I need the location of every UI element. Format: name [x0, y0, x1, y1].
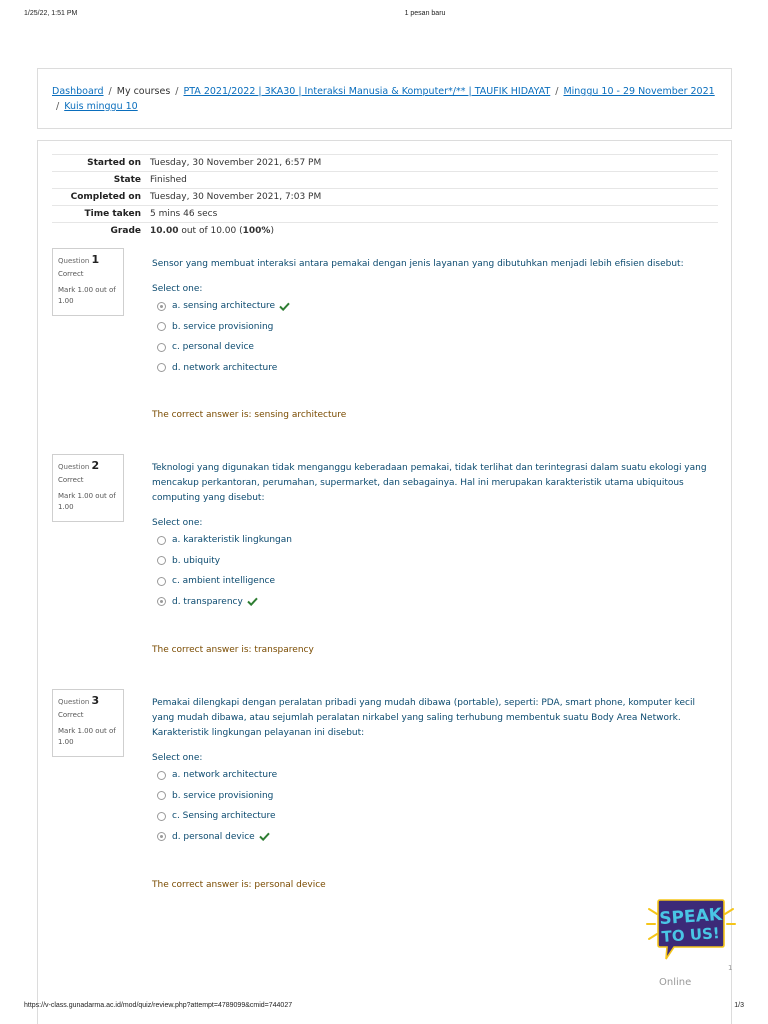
attempt-summary-table	[52, 154, 718, 239]
grade-percent: 100%	[242, 226, 271, 236]
badge-accent	[649, 934, 657, 939]
question-content-2	[152, 461, 712, 612]
breadcrumb-separator: /	[175, 86, 179, 97]
answer-option-b[interactable]	[152, 786, 712, 807]
question-state: Correct	[58, 476, 84, 484]
breadcrumb	[37, 68, 732, 129]
answer-option-c[interactable]	[152, 806, 712, 827]
question-text: Teknologi yang digunakan tidak menganggu keberadaan pemakai, tidak terlihat dan terintegrasi dalam suatu ekologi yang mencakup perkantoran, perumahan, supermarket, dan sebagainya. Hal ini merupakan karakteristik utama ubiquitous computing yang disebut:	[152, 463, 707, 503]
breadcrumb-course-link[interactable]: PTA 2021/2022 | 3KA30 | Interaksi Manusia & Komputer*/** | TAUFIK HIDAYAT	[183, 86, 551, 97]
breadcrumb-quiz-link[interactable]: Kuis minggu 10	[64, 101, 138, 112]
answer-label: c. ambient intelligence	[172, 576, 276, 587]
radio-icon[interactable]	[157, 812, 166, 821]
answer-option-a[interactable]	[152, 530, 712, 551]
question-state: Correct	[58, 270, 84, 278]
answer-options	[152, 765, 712, 847]
answer-label: d. network architecture	[172, 362, 278, 373]
badge-text-line2: TO US!	[661, 924, 721, 947]
checkmark-icon	[247, 597, 258, 606]
breadcrumb-dashboard-link[interactable]: Dashboard	[52, 86, 104, 97]
checkmark-icon	[279, 302, 290, 311]
answer-label: c. personal device	[172, 342, 254, 353]
online-status: Online	[659, 977, 692, 988]
answer-label: a. sensing architecture	[172, 301, 276, 312]
badge-accent	[649, 909, 657, 914]
correct-answer-feedback: The correct answer is: sensing architecture	[152, 410, 347, 420]
answer-option-d[interactable]	[152, 592, 712, 613]
question-content-3	[152, 696, 712, 847]
question-state: Correct	[58, 711, 84, 719]
answer-label: d. transparency	[172, 596, 243, 607]
answer-option-b[interactable]	[152, 551, 712, 572]
radio-icon[interactable]	[157, 556, 166, 565]
radio-icon[interactable]	[157, 771, 166, 780]
radio-selected-icon[interactable]	[157, 832, 166, 841]
answer-label: d. personal device	[172, 831, 255, 842]
answer-options	[152, 530, 712, 612]
radio-icon[interactable]	[157, 577, 166, 586]
summary-value: 5 mins 46 secs	[150, 209, 218, 219]
summary-value: Tuesday, 30 November 2021, 6:57 PM	[150, 158, 322, 168]
answer-option-d[interactable]	[152, 358, 712, 379]
question-info-2	[52, 454, 124, 522]
question-mark: Mark 1.00 out of 1.00	[58, 492, 116, 511]
print-header	[0, 10, 768, 22]
question-text: Pemakai dilengkapi dengan peralatan pribadi yang mudah dibawa (portable), seperti: PDA, smart phone, komputer kecil yang mudah dibawa, atau sejumlah peralatan nirkabel yang saling terhubung membentuk suatu Body Area Network. Karakteristik lingkungan pelayanan ini disebut:	[152, 698, 695, 738]
breadcrumb-week-link[interactable]: Minggu 10 - 29 November 2021	[563, 86, 715, 97]
radio-icon[interactable]	[157, 363, 166, 372]
breadcrumb-separator: /	[555, 86, 559, 97]
answer-option-c[interactable]	[152, 337, 712, 358]
print-url: https://v-class.gunadarma.ac.id/mod/quiz/review.php?attempt=4789099&cmid=744027	[24, 1002, 293, 1009]
summary-label: State	[113, 175, 141, 185]
answer-option-b[interactable]	[152, 317, 712, 338]
summary-row-state	[52, 171, 718, 188]
question-label: Question	[58, 463, 90, 471]
summary-label: Grade	[110, 226, 141, 236]
answer-option-a[interactable]	[152, 296, 712, 317]
summary-row-started	[52, 154, 718, 171]
question-mark: Mark 1.00 out of 1.00	[58, 286, 116, 305]
question-number: 1	[91, 253, 100, 266]
grade-out-of: out of 10.00 (	[181, 226, 243, 236]
summary-row-grade	[52, 222, 718, 239]
answer-option-a[interactable]	[152, 765, 712, 786]
breadcrumb-separator: /	[108, 86, 112, 97]
print-page-number: 1/3	[734, 1002, 744, 1009]
radio-icon[interactable]	[157, 322, 166, 331]
radio-icon[interactable]	[157, 791, 166, 800]
correct-answer-feedback: The correct answer is: transparency	[152, 645, 314, 655]
print-title: 1 pesan baru	[404, 10, 446, 17]
answer-option-d[interactable]	[152, 827, 712, 848]
answer-label: a. karakteristik lingkungan	[172, 535, 292, 546]
summary-row-time-taken	[52, 205, 718, 222]
radio-selected-icon[interactable]	[157, 302, 166, 311]
correct-answer-feedback: The correct answer is: personal device	[152, 880, 326, 890]
badge-text-line1: SPEAK	[658, 904, 723, 930]
question-mark: Mark 1.00 out of 1.00	[58, 727, 116, 746]
grade-value	[150, 223, 274, 239]
breadcrumb-my-courses: My courses	[116, 86, 171, 97]
answer-options	[152, 296, 712, 378]
badge-accent	[725, 909, 733, 914]
question-info-1	[52, 248, 124, 316]
print-footer	[0, 1002, 768, 1014]
question-content-1	[152, 257, 712, 378]
grade-score: 10.00	[150, 226, 179, 236]
summary-value: Tuesday, 30 November 2021, 7:03 PM	[150, 192, 322, 202]
radio-icon[interactable]	[157, 343, 166, 352]
radio-selected-icon[interactable]	[157, 597, 166, 606]
answer-label: b. service provisioning	[172, 790, 274, 801]
question-label: Question	[58, 257, 90, 265]
page-mark: 1	[728, 964, 733, 972]
select-one-label: Select one:	[152, 753, 203, 763]
question-info-3	[52, 689, 124, 757]
grade-close: )	[270, 226, 274, 236]
breadcrumb-separator: /	[56, 101, 60, 112]
answer-label: c. Sensing architecture	[172, 811, 276, 822]
speak-to-us-badge[interactable]	[646, 897, 736, 963]
question-label: Question	[58, 698, 90, 706]
checkmark-icon	[259, 832, 270, 841]
question-number: 2	[91, 459, 100, 472]
quiz-review-panel	[37, 140, 732, 1024]
summary-row-completed	[52, 188, 718, 205]
answer-option-c[interactable]	[152, 571, 712, 592]
question-text: Sensor yang membuat interaksi antara pemakai dengan jenis layanan yang dibutuhkan menjadi lebih efisien disebut:	[152, 259, 684, 269]
select-one-label: Select one:	[152, 284, 203, 294]
answer-label: b. service provisioning	[172, 321, 274, 332]
question-number: 3	[91, 694, 100, 707]
summary-label: Completed on	[70, 192, 141, 202]
answer-label: a. network architecture	[172, 770, 278, 781]
summary-label: Time taken	[84, 209, 141, 219]
print-datetime: 1/25/22, 1:51 PM	[24, 10, 78, 17]
radio-icon[interactable]	[157, 536, 166, 545]
summary-label: Started on	[87, 158, 141, 168]
summary-value: Finished	[150, 175, 187, 185]
answer-label: b. ubiquity	[172, 555, 221, 566]
select-one-label: Select one:	[152, 518, 203, 528]
